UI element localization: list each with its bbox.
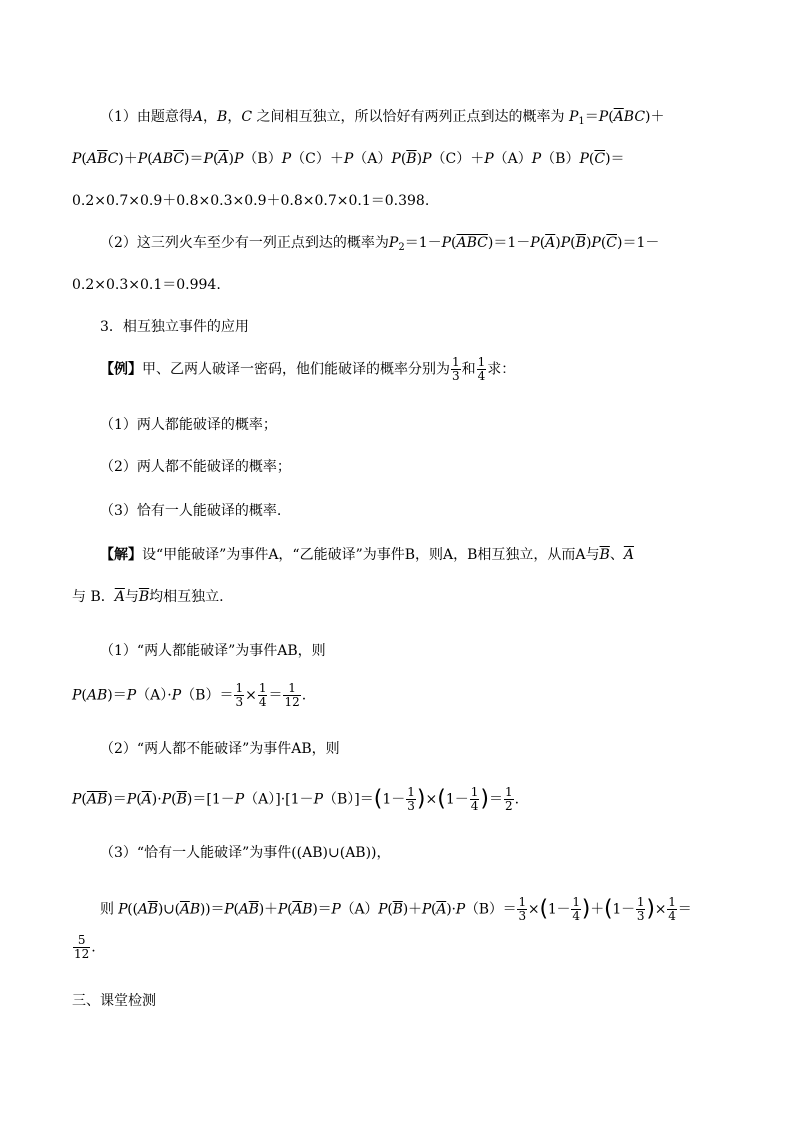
question-3: （3）恰有一人能破译的概率. (100, 503, 282, 519)
solution-step3: （3）“恰有一人能破译”为事件((AB)∪(AB))， (100, 845, 391, 861)
part1-line3: 0.2×0.7×0.9＋0.8×0.3×0.9＋0.8×0.7×0.1＝0.398. (72, 193, 430, 209)
solution-eq1: P(AB)＝P（A）·P（B）＝ $\frac{1}{3}$ × $\frac{1}{4}$ ＝ $\frac{1}{12}$ . (72, 681, 307, 709)
solution-label: 【解】 (100, 547, 142, 563)
part1-line2: $P(A\overline{B}C)+P(AB\overline{C})=P(\overline{A})P(B)P(C)+P(A)P(\overline{B})P(C)+P(A)P(B)P(\overline{C})=$ (72, 151, 625, 167)
fraction-one-fourth: $\frac{1}{4}$ (477, 355, 486, 383)
solution-step2: （2）“两人都不能破译”为事件AB，则 (100, 741, 340, 757)
section-heading: 三、课堂检测 (72, 993, 156, 1009)
example-line: 【例】甲、乙两人破译一密码，他们能破译的概率分别为 $\frac{1}{3}$ 和 $\frac{1}{4}$ 求： (100, 355, 516, 383)
solution-line1: 【解】设“甲能破译”为事件A，“乙能破译”为事件B，则A，B相互独立，从而A与$\overline{B}$、$\overline{A}$ (100, 547, 634, 563)
part1-desc: 之间相互独立，所以恰好有两列正点到达的概率为 (256, 109, 565, 125)
part2-line2: 0.2×0.3×0.1＝0.994. (72, 277, 221, 293)
question-2: （2）两人都不能破译的概率； (100, 459, 291, 475)
section3-title: 3．相互独立事件的应用 (100, 319, 249, 335)
example-label: 【例】 (100, 361, 142, 378)
part2-line1: （2）这三列火车至少有一列正点到达的概率为$P_2=1-P(\overline{ABC})=1-P(\overline{A})P(\overline{B})P(\overline{C})=1-$ (100, 235, 660, 253)
solution-answer: $\frac{5}{12}$ . (74, 933, 96, 961)
solution-eq3: 则 $P((A\overline{B})\cup(\overline{A}B))=P(A\overline{B})+P(\overline{A}B)=P(A)P(\overline{B})+P(\overline{A})\cdot P(B)=$ $\frac{1}{3}$ ×(1－ $\frac{1}{4}$ )＋(1－ $\frac{1}{3}$ )× $\frac{1}{4}$ ＝ (100, 895, 692, 923)
solution-step1: （1）“两人都能破译”为事件AB，则 (100, 643, 326, 659)
part1-intro: （1）由题意得 (100, 109, 193, 125)
answer-fraction: $\frac{5}{12}$ (74, 933, 90, 961)
part1-line1: （1）由题意得A，B，C 之间相互独立，所以恰好有两列正点到达的概率为 $P_1=P(\overline{A}BC)+$ (100, 109, 665, 127)
solution-line2: 与 B．$\overline{A}$与$\overline{B}$均相互独立. (72, 589, 224, 605)
part2-intro: （2）这三列火车至少有一列正点到达的概率为 (100, 235, 389, 251)
fraction-one-third: $\frac{1}{3}$ (452, 355, 460, 383)
solution-eq2: $P(\overline{AB})=P(\overline{A})\cdot P(\overline{B})=[1-P(A)]\cdot[1-P(B)]=(1-$ $\frac{1}{3}$ )×(1－ $\frac{1}{4}$ )＝ $\frac{1}{2}$ . (72, 785, 520, 813)
question-1: （1）两人都能破译的概率； (100, 417, 277, 433)
